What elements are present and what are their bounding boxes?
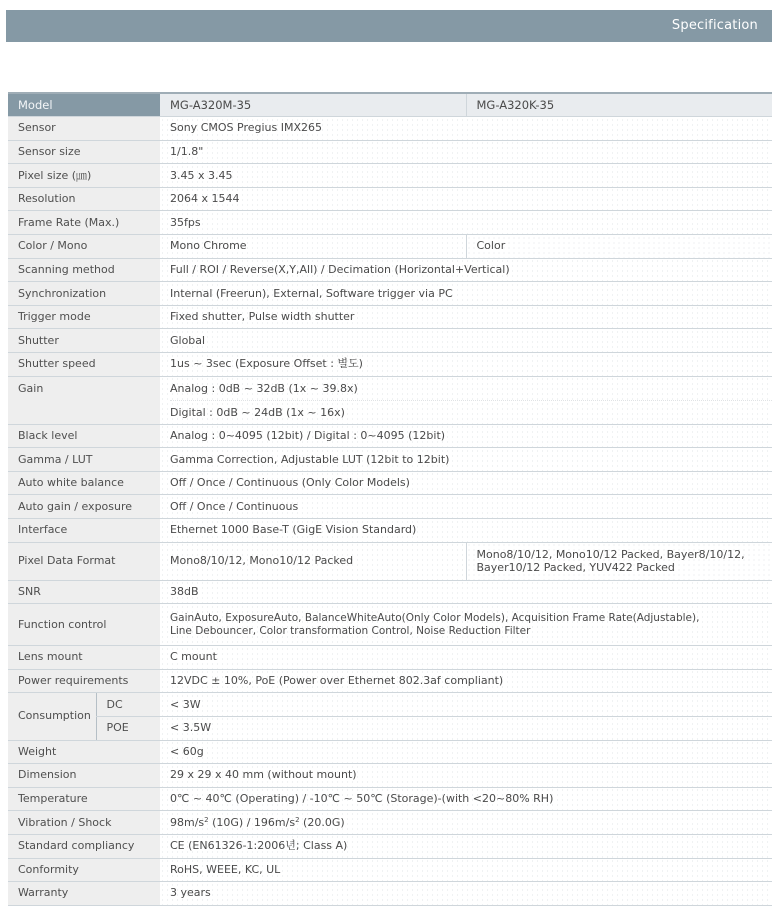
row-label: Warranty: [8, 882, 160, 906]
row-label: Dimension: [8, 764, 160, 788]
table-row-trigger: [8, 305, 772, 329]
row-label: Black level: [8, 424, 160, 448]
table-row-gamma: [8, 448, 772, 472]
row-label: Shutter: [8, 329, 160, 353]
row-label: Power requirements: [8, 669, 160, 693]
row-label: Gamma / LUT: [8, 448, 160, 472]
row-value: 29 x 29 x 40 mm (without mount): [160, 764, 772, 788]
row-value: Fixed shutter, Pulse width shutter: [160, 305, 772, 329]
row-value: 1us ~ 3sec (Exposure Offset : 별도): [160, 353, 772, 377]
pixel-format-color: [466, 542, 772, 580]
table-row-dimension: [8, 764, 772, 788]
row-value: 12VDC ± 10%, PoE (Power over Ethernet 802.3af compliant): [160, 669, 772, 693]
row-label: SNR: [8, 580, 160, 604]
row-label: Weight: [8, 740, 160, 764]
table-row-shutter: [8, 329, 772, 353]
row-label: Conformity: [8, 858, 160, 882]
table-row-temperature: [8, 787, 772, 811]
table-row-sensor-size: [8, 140, 772, 164]
row-label: Resolution: [8, 187, 160, 211]
section-header-bar: [6, 10, 772, 42]
row-value: Full / ROI / Reverse(X,Y,All) / Decimation (Horizontal+Vertical): [160, 258, 772, 282]
row-value: 2064 x 1544: [160, 187, 772, 211]
table-row-awb: [8, 471, 772, 495]
row-label: Trigger mode: [8, 305, 160, 329]
row-value: C mount: [160, 646, 772, 670]
table-row-black-level: [8, 424, 772, 448]
row-value: Internal (Freerun), External, Software trigger via PC: [160, 282, 772, 306]
row-value: [160, 604, 772, 646]
gain-analog: Analog : 0dB ~ 32dB (1x ~ 39.8x): [170, 381, 358, 395]
row-value: [160, 811, 772, 835]
table-row-conformity: [8, 858, 772, 882]
pixel-format-mono: Mono8/10/12, Mono10/12 Packed: [160, 542, 466, 580]
row-label: Synchronization: [8, 282, 160, 306]
row-label: Function control: [8, 604, 160, 646]
table-row-shutter-speed: [8, 353, 772, 377]
vibration-sup1: 2: [204, 815, 209, 824]
table-row-auto-gain: [8, 495, 772, 519]
table-row-vibration: [8, 811, 772, 835]
table-row-sensor: [8, 117, 772, 141]
row-value: 3 years: [160, 882, 772, 906]
model-mono: MG-A320M-35: [160, 93, 466, 117]
vibration-part2: (10G) / 196m/s: [208, 815, 296, 829]
row-value: < 60g: [160, 740, 772, 764]
gain-digital: Digital : 0dB ~ 24dB (1x ~ 16x): [170, 400, 772, 424]
row-value: Gamma Correction, Adjustable LUT (12bit to 12bit): [160, 448, 772, 472]
table-row-interface: [8, 519, 772, 543]
row-label: Color / Mono: [8, 235, 160, 259]
row-value: Off / Once / Continuous (Only Color Models): [160, 471, 772, 495]
row-value: Global: [160, 329, 772, 353]
table-row-sync: [8, 282, 772, 306]
row-value: 0℃ ~ 40℃ (Operating) / -10℃ ~ 50℃ (Storage)-(with <20~80% RH): [160, 787, 772, 811]
row-label: Frame Rate (Max.): [8, 211, 160, 235]
function-line1: GainAuto, ExposureAuto, BalanceWhiteAuto(Only Color Models), Acquisition Frame Rate(Adjustable),: [170, 611, 700, 624]
row-label: Auto gain / exposure: [8, 495, 160, 519]
section-title: Specification: [671, 18, 758, 33]
table-row-scanning: [8, 258, 772, 282]
row-value: Ethernet 1000 Base-T (GigE Vision Standard): [160, 519, 772, 543]
row-value: CE (EN61326-1:2006년; Class A): [160, 834, 772, 858]
table-row-pixel-size: [8, 164, 772, 188]
vibration-part3: (20.0G): [299, 815, 345, 829]
model-color: MG-A320K-35: [466, 93, 772, 117]
row-label: Gain: [8, 376, 160, 424]
table-row-lens: [8, 646, 772, 670]
row-label: Vibration / Shock: [8, 811, 160, 835]
row-label: Shutter speed: [8, 353, 160, 377]
table-row-standard: [8, 834, 772, 858]
row-value: Off / Once / Continuous: [160, 495, 772, 519]
row-value: Analog : 0~4095 (12bit) / Digital : 0~4095 (12bit): [160, 424, 772, 448]
mono-value: Mono Chrome: [160, 235, 466, 259]
row-label: Auto white balance: [8, 471, 160, 495]
row-label: Consumption: [8, 693, 96, 740]
table-row-color-mono: [8, 235, 772, 259]
row-label: Scanning method: [8, 258, 160, 282]
row-label: Temperature: [8, 787, 160, 811]
table-row-consumption-poe: [8, 716, 772, 740]
sub-label-poe: POE: [96, 716, 160, 740]
table-row-gain: [8, 376, 772, 424]
row-value: RoHS, WEEE, KC, UL: [160, 858, 772, 882]
row-label: Pixel Data Format: [8, 542, 160, 580]
row-label: Interface: [8, 519, 160, 543]
row-value: < 3.5W: [160, 716, 772, 740]
table-row-consumption-dc: [8, 693, 772, 717]
row-label: Model: [8, 93, 160, 117]
specification-table: [8, 92, 772, 906]
row-label: Sensor size: [8, 140, 160, 164]
table-row-resolution: [8, 187, 772, 211]
table-row-function: [8, 604, 772, 646]
sub-label-dc: DC: [96, 693, 160, 717]
row-value: [160, 376, 772, 424]
row-value: 1/1.8": [160, 140, 772, 164]
table-row-power: [8, 669, 772, 693]
row-label: Standard compliancy: [8, 834, 160, 858]
table-row-model: [8, 93, 772, 117]
row-value: 3.45 x 3.45: [160, 164, 772, 188]
vibration-sup2: 2: [295, 815, 300, 824]
table-row-warranty: [8, 882, 772, 906]
row-label: Sensor: [8, 117, 160, 141]
row-value: 35fps: [160, 211, 772, 235]
pixel-format-color-line2: Bayer10/12 Packed, YUV422 Packed: [476, 561, 675, 575]
row-label: Pixel size (㎛): [8, 164, 160, 188]
vibration-part1: 98m/s: [170, 815, 205, 829]
table-row-weight: [8, 740, 772, 764]
color-value: Color: [466, 235, 772, 259]
row-value: < 3W: [160, 693, 772, 717]
pixel-format-color-line1: Mono8/10/12, Mono10/12 Packed, Bayer8/10/12,: [476, 548, 745, 562]
row-label: Lens mount: [8, 646, 160, 670]
row-value: Sony CMOS Pregius IMX265: [160, 117, 772, 141]
function-line2: Line Debouncer, Color transformation Control, Noise Reduction Filter: [170, 624, 531, 637]
table-row-pixel-format: [8, 542, 772, 580]
table-row-snr: [8, 580, 772, 604]
table-row-frame-rate: [8, 211, 772, 235]
row-value: 38dB: [160, 580, 772, 604]
